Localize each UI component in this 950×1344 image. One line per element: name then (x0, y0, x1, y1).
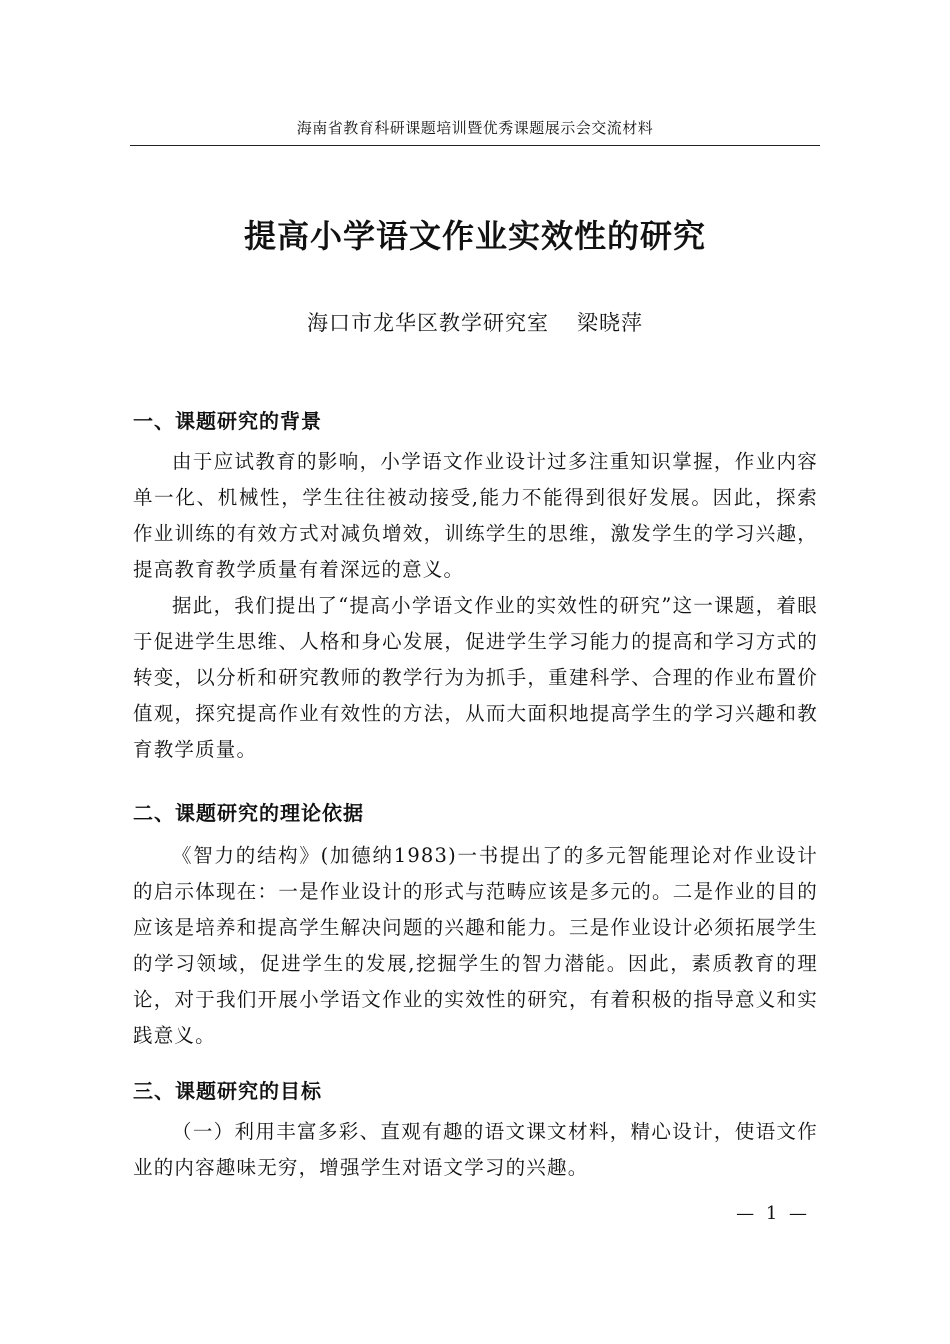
section-heading: 三、课题研究的目标 (133, 1079, 322, 1103)
page-number: — 1 — (736, 1203, 810, 1224)
author-name: 梁晓萍 (577, 311, 643, 335)
paragraph: 据此，我们提出了“提高小学语文作业的实效性的研究”这一课题，着眼于促进学生思维、人格和身心发展，促进学生学习能力的提高和学习方式的转变，以分析和研究教师的教学行为为抓手，重建科学、合理的作业布置价值观，探究提高作业有效性的方法，从而大面积地提高学生的学习兴趣和教育教学质量。 (133, 594, 818, 761)
section-heading: 二、课题研究的理论依据 (133, 801, 364, 825)
section-heading: 一、课题研究的背景 (133, 409, 322, 433)
author-affiliation: 海口市龙华区教学研究室 (307, 311, 549, 335)
section-background (133, 406, 818, 768)
running-header: 海南省教育科研课题培训暨优秀课题展示会交流材料 (296, 119, 654, 137)
document-title: 提高小学语文作业实效性的研究 (243, 217, 706, 256)
paragraph: 《智力的结构》(加德纳1983)一书提出了的多元智能理论对作业设计的启示体现在：一是作业设计的形式与范畴应该是多元的。二是作业的目的应该是培养和提高学生解决问题的兴趣和能力。三是作业设计必须拓展学生的学习领域，促进学生的发展,挖掘学生的智力潜能。因此，素质教育的理论，对于我们开展小学语文作业的实效性的研究，有着积极的指导意义和实践意义。 (133, 844, 818, 1047)
paragraph: （一）利用丰富多彩、直观有趣的语文课文材料，精心设计，使语文作业的内容趣味无穷，增强学生对语文学习的兴趣。 (133, 1120, 818, 1179)
byline (130, 307, 820, 337)
section-goals (133, 1076, 818, 1186)
section-theory (133, 798, 818, 1054)
paragraph: 由于应试教育的影响，小学语文作业设计过多注重知识掌握，作业内容单一化、机械性，学生往往被动接受,能力不能得到很好发展。因此，探索作业训练的有效方式对减负增效，训练学生的思维，激发学生的学习兴趣，提高教育教学质量有着深远的意义。 (133, 450, 818, 581)
header-divider (130, 145, 820, 146)
